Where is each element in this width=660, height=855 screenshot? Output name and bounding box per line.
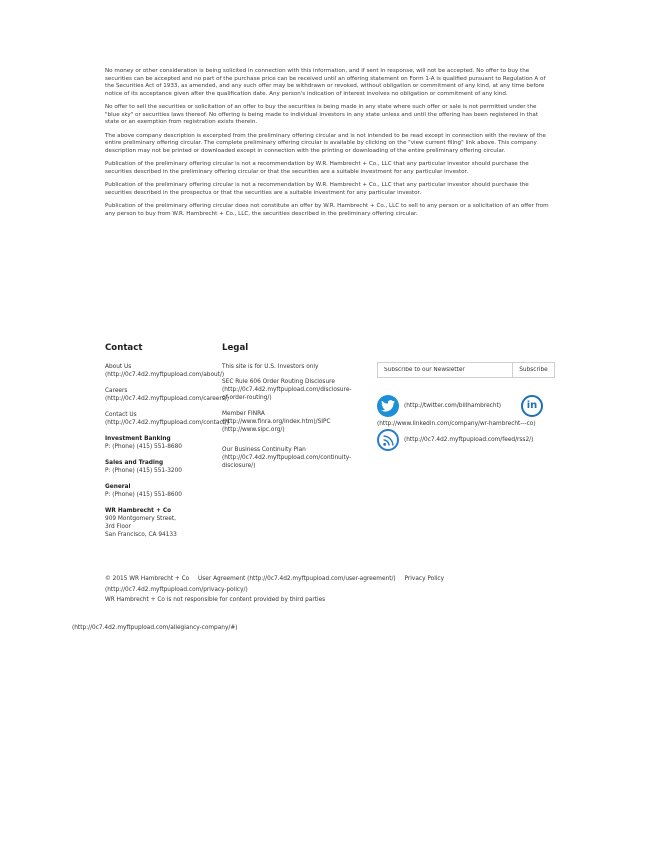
rss-icon[interactable] xyxy=(377,429,399,451)
rss-link[interactable]: (http://0c7.4d2.myftpupload.com/feed/rss2/) xyxy=(404,437,534,443)
company-address xyxy=(105,507,177,539)
contact-us-url: (http://0c7.4d2.myftpupload.com/contact/) xyxy=(105,420,230,426)
disclaimer-paragraph: No money or other consideration is being solicited in connection with this information, and if sent in response, will not be accepted. No offer to buy the securities can be accepted and no part of the purchase price can be received until an offering statement on Form 1-A is qualified pursuant to Regulation A of the Securities Act of 1933, as amended, and any such offer may be withdrawn or revoked, without obligation or commitment of any kind, at any time before notice of its acceptance given after the qualification date. Any person's indication of interest involves no obligation or commitment of any kind. xyxy=(105,68,546,97)
disclaimer-paragraph: No offer to sell the securities or solicitation of an offer to buy the securities is being made in any state where such offer or sale is not permitted under the "blue sky" or securities laws thereof. No offering is being made to individual investors in any state unless and until the offering has been registered in that state or an exemption from registration exists therein. xyxy=(105,104,539,125)
bcp-url: disclosure/) xyxy=(222,463,256,469)
sec-rule-url: of-order-routing/) xyxy=(222,395,272,401)
sipc-url: (http://www.sipc.org/) xyxy=(222,427,285,433)
finra-url: (http://www.finra.org/index.htm)/SIPC xyxy=(222,419,331,425)
linkedin-link[interactable]: (http://www.linkedin.com/company/wr-hambrecht---co) xyxy=(377,421,536,427)
general-label: General xyxy=(105,484,131,490)
privacy-policy-url[interactable]: (http://0c7.4d2.myftpupload.com/privacy-policy/) xyxy=(105,587,248,593)
sales-trading-label: Sales and Trading xyxy=(105,460,164,466)
contact-us-link[interactable] xyxy=(105,411,229,427)
business-continuity-link[interactable] xyxy=(222,446,351,470)
privacy-policy-link[interactable]: Privacy Policy xyxy=(404,576,445,582)
sales-trading xyxy=(105,459,182,475)
us-investors-notice xyxy=(222,363,318,371)
newsletter-form xyxy=(377,362,555,378)
contact-us-label: Contact Us xyxy=(105,412,137,418)
finra-link[interactable] xyxy=(222,410,331,434)
linkedin-icon[interactable]: in xyxy=(521,395,543,417)
address-line: San Francisco, CA 94133 xyxy=(105,532,177,538)
sec-rule-url: (http://0c7.4d2.myftpupload.com/disclosure- xyxy=(222,387,352,393)
disclaimer-paragraph: Publication of the preliminary offering circular is not a recommendation by W.R. Hambrecht + Co., LLC that any particular investor should purchase the securities described in the preliminary offering circular or that the securities are a suitable investment for any particular investor. xyxy=(105,161,529,175)
about-us-link[interactable] xyxy=(105,363,224,379)
sales-trading-phone: P: (Phone) (415) 551-3200 xyxy=(105,468,182,474)
twitter-link[interactable]: (http://twitter.com/billhambrecht) xyxy=(404,403,502,409)
user-agreement-link[interactable]: User Agreement (http://0c7.4d2.myftpupload.com/user-agreement/) xyxy=(198,576,396,582)
twitter-icon[interactable] xyxy=(377,395,399,417)
careers-link[interactable] xyxy=(105,387,229,403)
us-investors-text: This site is for U.S. Investors only xyxy=(222,364,319,370)
investment-banking-phone: P: (Phone) (415) 551-8680 xyxy=(105,444,182,450)
disclaimer-section xyxy=(105,68,552,224)
address-line: 909 Montgomery Street, xyxy=(105,516,176,522)
general-contact xyxy=(105,483,182,499)
bcp-url: (http://0c7.4d2.myftpupload.com/continuity- xyxy=(222,455,352,461)
sec-rule-link[interactable] xyxy=(222,378,351,402)
page-url[interactable]: (http://0c7.4d2.myftpupload.com/allegiancy-company/#) xyxy=(72,625,238,631)
investment-banking-label: Investment Banking xyxy=(105,436,171,442)
disclaimer-paragraph: Publication of the preliminary offering circular does not constitute an offer by W.R. Hambrecht + Co., LLC to sell to any person or a solicitation of an offer from any person to buy from W.R. Hambrecht + Co., LLC, the securities described in the preliminary offering circular. xyxy=(105,203,549,217)
about-us-label: About Us xyxy=(105,364,132,370)
disclaimer-paragraph: Publication of the preliminary offering circular is not a recommendation by W.R. Hambrecht + Co., LLC that any particular investor should purchase the securities described in the prospectus or that the securities are a suitable investment for any particular investor. xyxy=(105,182,529,196)
third-party-notice: WR Hambrecht + Co is not responsible for content provided by third parties xyxy=(105,597,326,603)
newsletter-email-input[interactable] xyxy=(378,363,513,377)
subscribe-button[interactable]: Subscribe xyxy=(513,363,554,377)
sec-rule-label: SEC Rule 606 Order Routing Disclosure xyxy=(222,379,335,385)
careers-label: Careers xyxy=(105,388,128,394)
investment-banking xyxy=(105,435,182,451)
contact-heading: Contact xyxy=(105,343,143,353)
bcp-label: Our Business Continuity Plan xyxy=(222,447,306,453)
footer-row xyxy=(105,576,451,582)
company-name: WR Hambrecht + Co xyxy=(105,508,172,514)
finra-label: Member FINRA xyxy=(222,411,265,417)
about-us-url: (http://0c7.4d2.myftpupload.com/about/) xyxy=(105,372,225,378)
legal-heading: Legal xyxy=(222,343,249,353)
address-line: 3rd Floor xyxy=(105,524,131,530)
copyright-text: © 2015 WR Hambrecht + Co xyxy=(105,576,190,582)
disclaimer-paragraph: The above company description is excerpted from the preliminary offering circular and is not intended to be read except in connection with the review of the entire preliminary offering circular. The complete preliminary offering circular is available by clicking on the "view current filing" link above. This company description may not be printed or downloaded except in connection with the printing or downloading of the entire preliminary offering circular. xyxy=(105,132,546,154)
general-phone: P: (Phone) (415) 551-8600 xyxy=(105,492,182,498)
careers-url: (http://0c7.4d2.myftpupload.com/careers/) xyxy=(105,396,229,402)
